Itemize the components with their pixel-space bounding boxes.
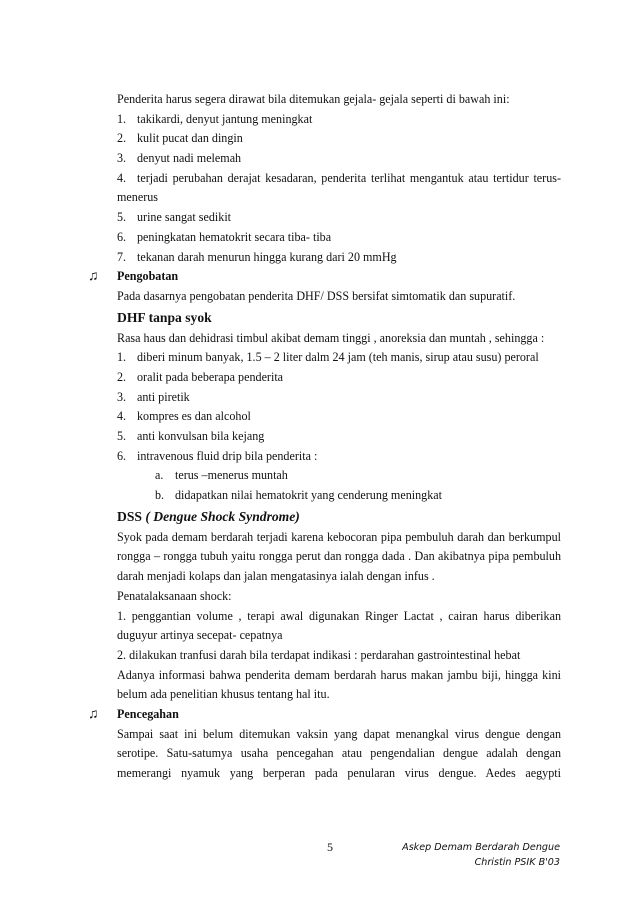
sub-list-letter: b. bbox=[155, 488, 165, 503]
list-item bbox=[117, 208, 561, 228]
list-number: 4. bbox=[117, 170, 127, 185]
list-item bbox=[117, 110, 561, 130]
shock-item-1: 1. penggantian volume , terapi awal digunakan Ringer Lactat , cairan harus diberikan bbox=[117, 608, 561, 623]
list-text: oralit pada beberapa penderita bbox=[137, 369, 284, 384]
list-text: anti piretik bbox=[137, 389, 190, 404]
sub-list-item bbox=[117, 486, 561, 506]
section-pengobatan-title bbox=[88, 267, 561, 287]
dhf-heading: DHF tanpa syok bbox=[117, 309, 212, 325]
music-note-icon: ♫ bbox=[88, 269, 99, 285]
pengobatan-text: Pada dasarnya pengobatan penderita DHF/ DSS bersifat simtomatik dan supuratif. bbox=[117, 288, 516, 303]
list-number: 7. bbox=[117, 249, 127, 264]
list-text: urine sangat sedikit bbox=[137, 210, 232, 225]
list-number: 6. bbox=[117, 229, 127, 244]
list-number: 3. bbox=[117, 389, 127, 404]
list-item bbox=[117, 447, 561, 467]
list-number: 2. bbox=[117, 131, 127, 146]
intro-text: Penderita harus segera dirawat bila ditemukan gejala- gejala seperti di bawah ini: bbox=[117, 92, 510, 106]
sub-list-text: didapatkan nilai hematokrit yang cenderung meningkat bbox=[175, 488, 442, 503]
dss-paragraph-line: Syok pada demam berdarah terjadi karena kebocoran pipa pembuluh darah dan berkumpul bbox=[117, 529, 561, 544]
sub-list-letter: a. bbox=[155, 468, 164, 483]
list-item bbox=[117, 427, 561, 447]
footer-title bbox=[402, 840, 560, 870]
shock-item-1-cont: duguyur artinya secepat- cepatnya bbox=[117, 628, 283, 643]
list-text: terjadi perubahan derajat kesadaran, penderita terlihat mengantuk atau tertidur terus- bbox=[137, 170, 561, 185]
list-text: anti konvulsan bila kejang bbox=[137, 429, 265, 443]
list-item bbox=[117, 169, 561, 189]
list-item bbox=[117, 248, 561, 268]
list-item bbox=[117, 228, 561, 248]
list-number: 6. bbox=[117, 448, 127, 463]
section-title: Pencegahan bbox=[117, 706, 179, 721]
list-text: takikardi, denyut jantung meningkat bbox=[137, 111, 313, 126]
sub-list-item bbox=[117, 466, 561, 486]
dss-heading-italic: ( Dengue Shock Syndrome) bbox=[145, 508, 300, 524]
pencegahan-line: memerangi nyamuk yang berperan pada penularan virus dengue. Aedes aegypti bbox=[117, 766, 561, 780]
shock-item-2: 2. dilakukan tranfusi darah bila terdapat indikasi : perdarahan gastrointestinal hebat bbox=[117, 647, 521, 662]
list-number: 4. bbox=[117, 409, 127, 424]
list-item bbox=[117, 388, 561, 408]
list-text: intravenous fluid drip bila penderita : bbox=[137, 448, 318, 463]
pencegahan-line: serotipe. Satu-satumya usaha pencegahan atau pengendalian dengue adalah dengan bbox=[117, 746, 561, 761]
list-text: tekanan darah menurun hingga kurang dari 20 mmHg bbox=[137, 249, 397, 264]
music-note-icon: ♫ bbox=[88, 706, 99, 722]
penatalaksanaan-label: Penatalaksanaan shock: bbox=[117, 588, 232, 603]
list-item bbox=[117, 368, 561, 388]
list-number: 5. bbox=[117, 210, 127, 225]
list-text: denyut nadi melemah bbox=[137, 151, 242, 166]
pencegahan-line: Sampai saat ini belum ditemukan vaksin yang dapat menangkal virus dengue dengan bbox=[117, 726, 561, 741]
list-number: 5. bbox=[117, 429, 127, 443]
section-pencegahan-title bbox=[88, 705, 561, 725]
list-number: 1. bbox=[117, 350, 127, 365]
list-item bbox=[117, 129, 561, 149]
info-line: Adanya informasi bahwa penderita demam berdarah harus makan jambu biji, hingga kini bbox=[117, 667, 561, 682]
info-line: belum ada penelitian khusus tentang hal itu. bbox=[117, 687, 330, 702]
list-text: kompres es dan alcohol bbox=[137, 409, 251, 424]
section-title: Pengobatan bbox=[117, 269, 179, 284]
page-content bbox=[88, 90, 561, 784]
list-text: kulit pucat dan dingin bbox=[137, 131, 243, 146]
dss-heading-main: DSS bbox=[117, 508, 142, 524]
list-number: 3. bbox=[117, 151, 127, 166]
list-text: menerus bbox=[117, 190, 158, 205]
dss-heading bbox=[117, 506, 561, 528]
list-number: 1. bbox=[117, 111, 127, 126]
footer-title-line: Askep Demam Berdarah Dengue bbox=[402, 842, 560, 853]
list-item bbox=[117, 149, 561, 169]
footer-author-line: Christin PSIK B'03 bbox=[474, 857, 560, 868]
list-item-continuation bbox=[117, 188, 561, 208]
list-number: 2. bbox=[117, 369, 127, 384]
list-item bbox=[117, 407, 561, 427]
sub-list-text: terus –menerus muntah bbox=[175, 468, 288, 483]
dss-paragraph-line: darah menjadi kolaps dan jalan mengatasinya ialah dengan infus . bbox=[117, 569, 435, 584]
list-item bbox=[117, 348, 561, 368]
list-text: peningkatan hematokrit secara tiba- tiba bbox=[137, 229, 332, 244]
dss-paragraph-line: rongga – rongga tubuh yaitu rongga perut dan rongga dada . Dan akibatnya pipa pembuluh bbox=[117, 549, 561, 564]
page-number: 5 bbox=[327, 840, 333, 854]
dhf-intro: Rasa haus dan dehidrasi timbul akibat demam tinggi , anoreksia dan muntah , sehingga : bbox=[117, 330, 545, 345]
list-text: diberi minum banyak, 1.5 – 2 liter dalm 24 jam (teh manis, sirup atau susu) peroral bbox=[137, 350, 539, 365]
